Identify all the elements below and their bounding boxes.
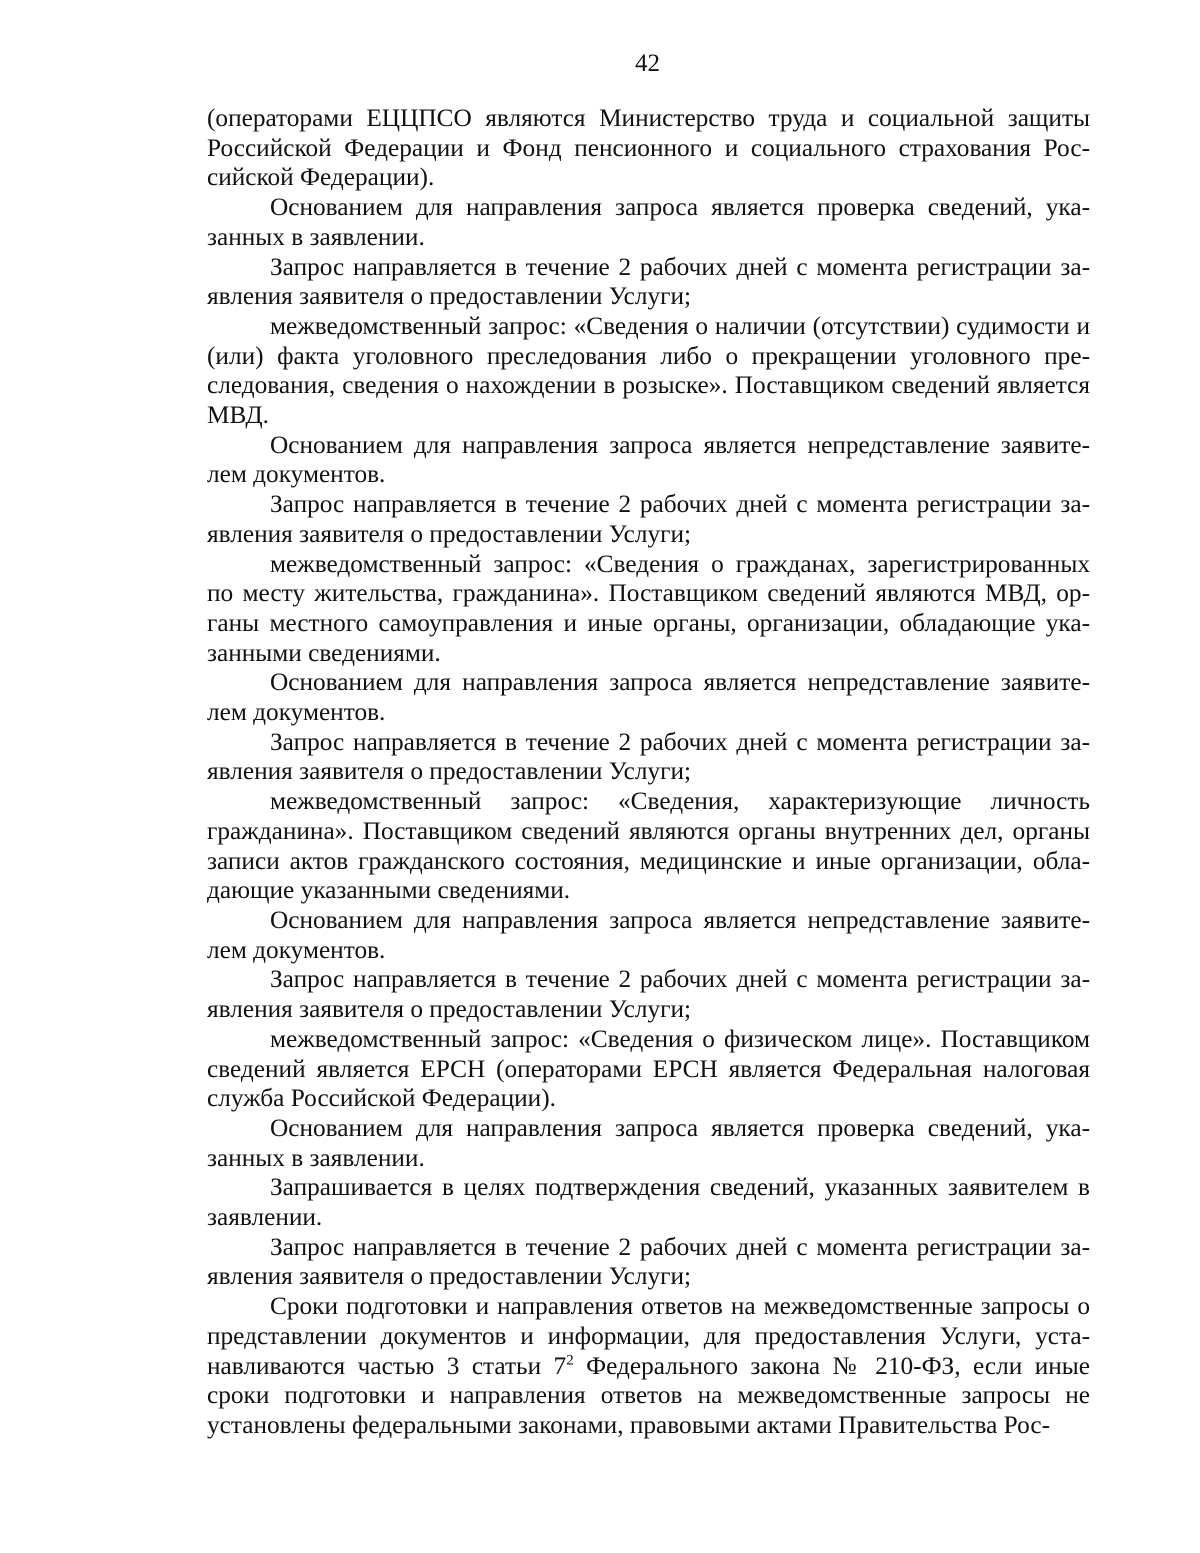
paragraph: (операторами ЕЦЦПСО являются Министерство труда и социальной защиты Российской Федерации и Фонд пенсионного и социального страхования Российской Федерации). <box>207 104 1090 192</box>
final-text-end: Федерального закона № 210-ФЗ, если иные сроки подготовки и направления ответов на межведомственные запросы не установлены федеральными законами, правовыми актами Правительства Рос- <box>207 1351 1090 1439</box>
paragraph: Запрос направляется в течение 2 рабочих дней с момента регистрации заявления заявителя о предоставлении Услуги; <box>207 727 1090 786</box>
paragraph: Основанием для направления запроса является непредставление заявителем документов. <box>207 905 1090 964</box>
paragraph: Запрос направляется в течение 2 рабочих дней с момента регистрации заявления заявителя о предоставлении Услуги; <box>207 1232 1090 1291</box>
paragraph: межведомственный запрос: «Сведения, характеризующие личность гражданина». Поставщиком сведений являются органы внутренних дел, органы записи актов гражданского состояния, медицинские и иные организации, обладающие указанными сведениями. <box>207 787 1090 905</box>
paragraph: межведомственный запрос: «Сведения о наличии (отсутствии) судимости и (или) факта уголовного преследования либо о прекращении уголовного преследования, сведения о нахождении в розыске». Поставщиком сведений является МВД. <box>207 311 1090 430</box>
paragraph: Основанием для направления запроса является проверка сведений, указанных в заявлении. <box>207 193 1090 251</box>
paragraph: Запрос направляется в течение 2 рабочих дней с момента регистрации заявления заявителя о предоставлении Услуги; <box>207 490 1090 548</box>
paragraph: межведомственный запрос: «Сведения о физическом лице». Поставщиком сведений является ЕРСН (операторами ЕРСН является Федеральная налоговая служба Российской Федерации). <box>207 1024 1090 1113</box>
paragraph: межведомственный запрос: «Сведения о гражданах, зарегистрированных по месту жительства, гражданина». Поставщиком сведений являются МВД, органы местного самоуправления и иные органы, организации, обладающие указанными сведениями. <box>207 549 1090 667</box>
page-number: 42 <box>635 50 660 77</box>
paragraph: Запрос направляется в течение 2 рабочих дней с момента регистрации заявления заявителя о предоставлении Услуги; <box>207 965 1090 1024</box>
paragraph: Основанием для направления запроса является непредставление заявителем документов. <box>207 668 1090 727</box>
paragraph-final <box>207 1292 1090 1441</box>
paragraph: Запрашивается в целях подтверждения сведений, указанных заявителем в заявлении. <box>207 1173 1090 1232</box>
document-body <box>207 104 1090 1441</box>
final-text-start: Сроки подготовки и направления ответов на межведомственные запросы о представлении документов и информации, для предоставления Услуги, устанавливаются частью 3 статьи 7 <box>207 1292 1090 1380</box>
paragraph: Основанием для направления запроса является проверка сведений, указанных в заявлении. <box>207 1113 1090 1172</box>
paragraph: Основанием для направления запроса является непредставление заявителем документов. <box>207 430 1090 489</box>
superscript-index: 2 <box>566 1352 574 1369</box>
paragraph: Запрос направляется в течение 2 рабочих дней с момента регистрации заявления заявителя о предоставлении Услуги; <box>207 252 1090 311</box>
